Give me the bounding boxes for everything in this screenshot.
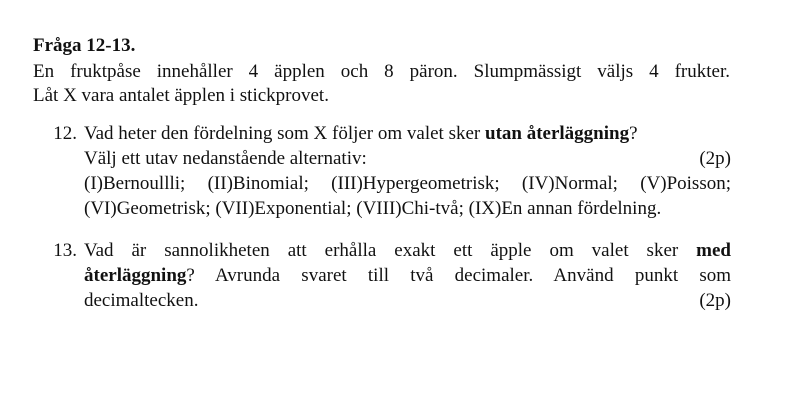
q12-line-4: (VI)Geometrisk; (VII)Exponential; (VIII)Chi-två; (IX)En annan fördelning. — [84, 198, 662, 219]
q12-line-3: (I)Bernoullli; (II)Binomial; (III)Hypergeometrisk; (IV)Normal; (V)Poisson; — [84, 173, 731, 194]
q12-number: 12. — [53, 123, 77, 144]
q13-line-2-emphasis: återläggning — [84, 265, 187, 286]
q12-line-1-text: Vad heter den fördelning som X följer om valet sker — [84, 123, 485, 144]
q13-line-2 — [84, 265, 731, 287]
q13-number: 13. — [53, 240, 77, 261]
q13-line-3: decimaltecken. — [84, 290, 199, 311]
intro-line-1: En fruktpåse innehåller 4 äpplen och 8 päron. Slumpmässigt väljs 4 frukter. — [33, 61, 730, 82]
q13-line-1 — [84, 240, 731, 262]
q13-line-1-text: Vad är sannolikheten att erhålla exakt ett äpple om valet sker — [84, 240, 697, 261]
q13-line-1-emphasis: med — [696, 240, 731, 261]
question-heading: Fråga 12-13. — [33, 35, 136, 56]
q13-line-2-text: ? Avrunda svaret till två decimaler. Använd punkt som — [186, 265, 731, 286]
q12-line-1 — [84, 123, 638, 145]
q12-line-1-emphasis: utan återläggning — [485, 123, 630, 144]
q12-line-1-end: ? — [629, 123, 638, 144]
q12-points: (2p) — [699, 148, 731, 169]
intro-line-2: Låt X vara antalet äpplen i stickprovet. — [33, 85, 329, 106]
q12-line-2: Välj ett utav nedanstående alternativ: — [84, 148, 367, 169]
q13-points: (2p) — [699, 290, 731, 311]
